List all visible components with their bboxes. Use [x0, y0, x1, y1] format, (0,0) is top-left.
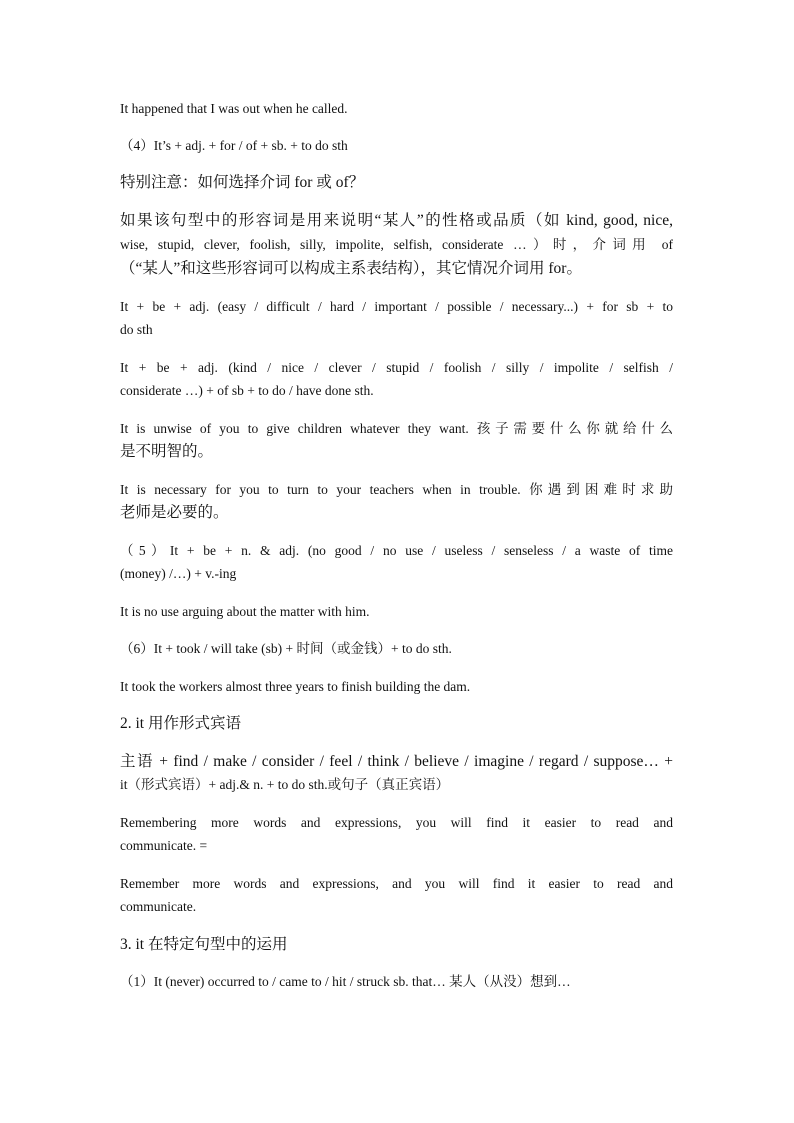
text-line: It + be + adj. (easy / difficult / hard / important / possible / necessary...) + for sb + to: [120, 299, 673, 314]
example-line: It took the workers almost three years to finish building the dam.: [120, 679, 471, 694]
text-line: It + be + adj. (kind / nice / clever / stupid / foolish / silly / impolite / selfish /: [120, 360, 673, 375]
example-translation: 老师是必要的。: [120, 504, 229, 521]
example-line: communicate. =: [120, 838, 208, 853]
example-line: It is necessary for you to turn to your teachers when in trouble. 你遇到困难时求助: [120, 482, 673, 497]
text-line: （5）It + be + n. & adj. (no good / no use / useless / senseless / a waste of time: [120, 543, 673, 558]
section-heading: 2. it 用作形式宾语: [120, 715, 241, 732]
text-line: wise, stupid, clever, foolish, silly, impolite, selfish, considerate …）时，介词用 of: [120, 237, 673, 252]
text-line: （4）It’s + adj. + for / of + sb. + to do sth: [120, 138, 348, 153]
example-translation: 是不明智的。: [120, 443, 214, 460]
text-line: do sth: [120, 322, 153, 337]
example-line: It is unwise of you to give children whatever they want. 孩子需要什么你就给什么: [120, 421, 673, 436]
text-line: 如果该句型中的形容词是用来说明“某人”的性格或品质（如 kind, good, nice,: [120, 212, 673, 229]
text-line: （1）It (never) occurred to / came to / hit / struck sb. that… 某人（从没）想到…: [120, 974, 571, 989]
text-line: it（形式宾语）+ adj.& n. + to do sth.或句子（真正宾语）: [120, 777, 450, 792]
example-line: Remember more words and expressions, and you will find it easier to read and: [120, 876, 673, 891]
example-line: It is no use arguing about the matter with him.: [120, 604, 370, 619]
example-line: communicate.: [120, 899, 197, 914]
text-line: （6）It + took / will take (sb) + 时间（或金钱）+ to do sth.: [120, 641, 452, 656]
section-note: 特别注意：如何选择介词 for 或 of？: [120, 174, 365, 191]
text-line: (money) /…) + v.-ing: [120, 566, 237, 581]
example-line: Remembering more words and expressions, you will find it easier to read and: [120, 815, 673, 830]
text-line: It happened that I was out when he called.: [120, 101, 348, 116]
text-line: 主语 + find / make / consider / feel / think / believe / imagine / regard / suppose… +: [120, 753, 673, 770]
text-line: （“某人”和这些形容词可以构成主系表结构），其它情况介词用 for。: [120, 260, 582, 277]
text-line: considerate …) + of sb + to do / have done sth.: [120, 383, 374, 398]
section-heading: 3. it 在特定句型中的运用: [120, 936, 288, 953]
